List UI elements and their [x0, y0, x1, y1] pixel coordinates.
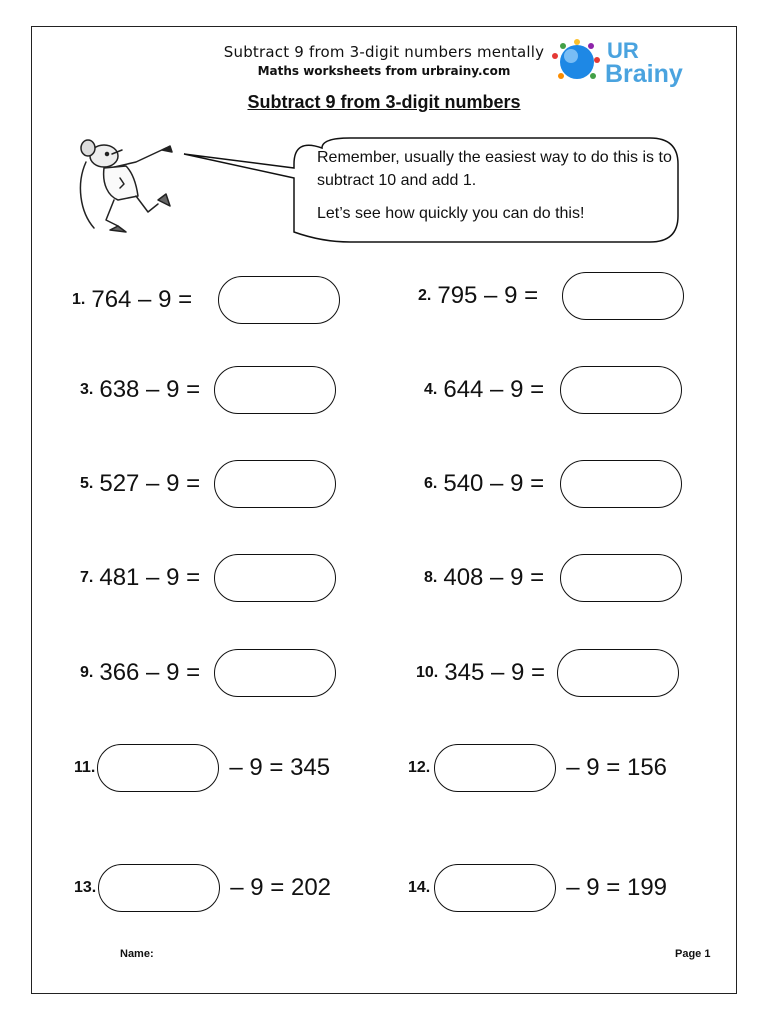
question-expression: 644 – 9 = — [443, 376, 545, 403]
question-number: 1. — [72, 291, 86, 308]
question-number: 13. — [74, 879, 97, 896]
question-number: 9. — [80, 664, 94, 681]
question-9 — [80, 649, 336, 697]
question-6 — [424, 460, 682, 508]
question-number: 8. — [424, 569, 438, 586]
question-expression: 345 – 9 = — [444, 659, 546, 686]
answer-box[interactable] — [434, 864, 556, 912]
answer-box[interactable] — [214, 649, 336, 697]
answer-box[interactable] — [434, 744, 556, 792]
question-number: 5. — [80, 475, 94, 492]
answer-box[interactable] — [214, 554, 336, 602]
question-expression: 366 – 9 = — [99, 659, 201, 686]
question-11 — [74, 744, 330, 792]
question-2 — [418, 272, 684, 320]
worksheet-title: Subtract 9 from 3-digit numbers — [247, 92, 521, 112]
question-expression: 527 – 9 = — [99, 470, 201, 497]
speech-line-2: Let’s see how quickly you can do this! — [317, 205, 585, 222]
mouse-mascot-icon — [74, 134, 186, 244]
question-14 — [408, 864, 667, 912]
question-number: 4. — [424, 381, 438, 398]
question-number: 10. — [416, 664, 439, 681]
question-expression: – 9 = 156 — [566, 754, 668, 781]
question-expression: 764 – 9 = — [91, 286, 193, 313]
question-expression: 481 – 9 = — [99, 564, 201, 591]
answer-box[interactable] — [98, 864, 220, 912]
question-expression: 638 – 9 = — [99, 376, 201, 403]
question-4 — [424, 366, 682, 414]
question-number: 11. — [74, 759, 96, 776]
question-3 — [80, 366, 336, 414]
answer-box[interactable] — [557, 649, 679, 697]
question-expression: 408 – 9 = — [443, 564, 545, 591]
urbrainy-logo — [545, 34, 695, 90]
question-expression: – 9 = 202 — [230, 874, 332, 901]
logo-text-brainy: Brainy — [605, 60, 683, 88]
question-10 — [416, 649, 679, 697]
speech-text — [317, 146, 677, 235]
question-number: 6. — [424, 475, 438, 492]
question-7 — [80, 554, 336, 602]
question-number: 3. — [80, 381, 94, 398]
answer-box[interactable] — [97, 744, 219, 792]
header-title: Subtract 9 from 3-digit numbers mentally — [223, 43, 545, 61]
question-1 — [72, 276, 340, 324]
answer-box[interactable] — [560, 460, 682, 508]
question-12 — [408, 744, 667, 792]
question-number: 7. — [80, 569, 94, 586]
answer-box[interactable] — [560, 554, 682, 602]
question-5 — [80, 460, 336, 508]
question-13 — [74, 864, 331, 912]
question-expression: 540 – 9 = — [443, 470, 545, 497]
answer-box[interactable] — [218, 276, 340, 324]
question-expression: – 9 = 199 — [566, 874, 668, 901]
name-label: Name: — [120, 948, 154, 960]
page-number: Page 1 — [675, 948, 711, 960]
question-8 — [424, 554, 682, 602]
question-number: 14. — [408, 879, 431, 896]
answer-box[interactable] — [562, 272, 684, 320]
header-subtitle: Maths worksheets from urbrainy.com — [257, 64, 511, 78]
answer-box[interactable] — [560, 366, 682, 414]
question-number: 2. — [418, 287, 432, 304]
logo-text-ur: UR — [607, 38, 639, 63]
answer-box[interactable] — [214, 460, 336, 508]
question-number: 12. — [408, 759, 431, 776]
question-expression: – 9 = 345 — [229, 754, 331, 781]
answer-box[interactable] — [214, 366, 336, 414]
speech-line-1: Remember, usually the easiest way to do this is to subtract 10 and add 1. — [317, 149, 672, 189]
question-expression: 795 – 9 = — [437, 282, 539, 309]
